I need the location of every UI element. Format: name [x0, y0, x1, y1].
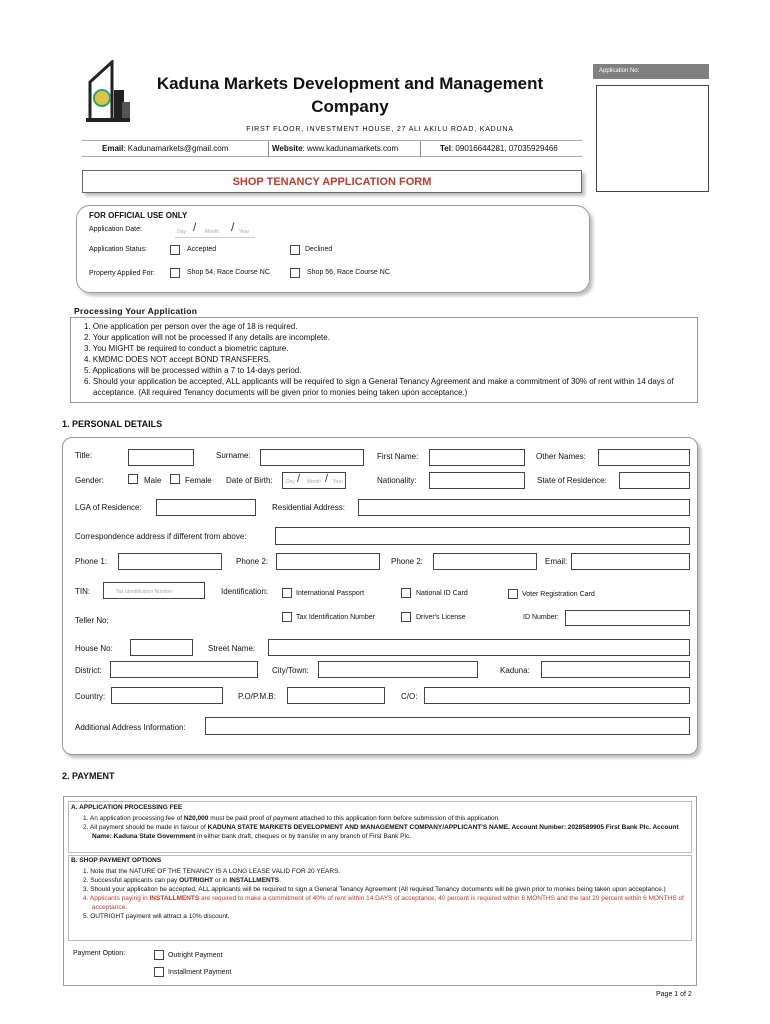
fee-heading: A. APPLICATION PROCESSING FEE [71, 804, 183, 811]
outright-label: Outright Payment [168, 952, 223, 959]
lga-label: LGA of Residence: [75, 503, 142, 512]
shop54-label: Shop 54, Race Course NC [187, 269, 270, 276]
drivers-license-label: Driver's License [416, 614, 466, 621]
other-names-input[interactable] [598, 449, 690, 466]
application-no-label: Application No: [599, 68, 640, 74]
tin-placeholder: Tax Identification Number [116, 589, 173, 595]
correspondence-label: Correspondence address if different from above: [75, 532, 247, 541]
teller-label: Teller No; [75, 616, 109, 625]
date-day[interactable]: Day [177, 229, 186, 235]
installment-label: Installment Payment [168, 969, 232, 976]
declined-label: Declined [305, 246, 333, 253]
drivers-license-checkbox[interactable] [401, 612, 411, 622]
id-number-label: ID Number: [523, 614, 559, 621]
payment-option-label: Payment Option: [73, 950, 126, 957]
tax-id-checkbox[interactable] [282, 612, 292, 622]
contact-bar [82, 140, 582, 157]
national-id-checkbox[interactable] [401, 588, 411, 598]
male-label: Male [144, 476, 162, 485]
official-use-panel: FOR OFFICIAL USE ONLY Application Date: Day / Month / Year Application Status: Accepted Declined Property Applied For: Shop 54, Race Course NC Shop 56, Race Course NC [76, 205, 590, 293]
email-contact: Email: Kadunamarkets@gmail.com [102, 144, 229, 153]
street-label: Street Name: [208, 644, 256, 653]
country-label: Country: [75, 692, 106, 701]
date-month[interactable]: Month [205, 229, 219, 235]
shop-options-list [83, 867, 687, 921]
first-name-input[interactable] [429, 449, 525, 466]
phone2-label: Phone 2: [236, 557, 269, 566]
voter-reg-label: Voter Registration Card [522, 591, 595, 598]
other-names-label: Other Names: [536, 452, 586, 461]
intl-passport-label: International Passport [296, 590, 365, 597]
company-name: Kaduna Markets Development and Management Company [156, 74, 544, 116]
application-date-label: Application Date: [89, 226, 142, 233]
intl-passport-checkbox[interactable] [282, 588, 292, 598]
house-no-input[interactable] [130, 639, 193, 656]
nationality-label: Nationality: [377, 476, 417, 485]
pomb-label: P.O/P.M.B: [238, 692, 276, 701]
fee-item-1: 1. An application processing fee of N20,000 must be paid proof of payment attached to this application form before submission of this application. [83, 815, 500, 822]
voter-reg-checkbox[interactable] [508, 589, 518, 599]
district-input[interactable] [110, 661, 258, 678]
title-label: Title: [75, 451, 93, 460]
status-label: Application Status: [89, 246, 147, 253]
state-label: State of Residence: [537, 476, 607, 485]
website-contact: Website: www.kadunamarkets.com [272, 144, 399, 153]
option-item-3: 3. Should your application be accepted, ALL applicants will be required to sign a General Tenancy Agreement (All required Tenancy documents will be given prior to monies being taken upon acceptance.) [83, 886, 666, 893]
national-id-label: National ID Card [416, 590, 468, 597]
residential-label: Residential Address: [272, 503, 345, 512]
official-heading: FOR OFFICIAL USE ONLY [89, 211, 188, 220]
option-item-4: 4. Applicants paying in INSTALLMENTS are required to make a commitment of 40% of rent within 14 DAYS of acceptance, 40 percent is required within 6 MONTHS and the last 20 percent within 6 MONTHS of acceptance. [83, 895, 684, 911]
surname-label: Surname: [216, 451, 251, 460]
dob-day: Day [286, 479, 295, 485]
payment-heading: 2. PAYMENT [62, 771, 115, 781]
page-number: Page 1 of 2 [656, 991, 692, 998]
additional-input[interactable] [205, 717, 690, 735]
dob-input[interactable]: Day / Month / Year [282, 472, 346, 489]
co-input[interactable] [424, 687, 690, 704]
phone1-label: Phone 1: [75, 557, 108, 566]
personal-heading: 1. PERSONAL DETAILS [62, 419, 163, 429]
date-year[interactable]: Year [239, 229, 250, 235]
district-label: District: [75, 666, 102, 675]
dob-label: Date of Birth: [226, 476, 273, 485]
shop-options-heading: B. SHOP PAYMENT OPTIONS [71, 857, 162, 864]
declined-checkbox[interactable] [290, 245, 300, 255]
identification-label: Identification: [221, 587, 269, 596]
phone1-input[interactable] [118, 553, 222, 570]
title-input[interactable] [128, 449, 194, 466]
female-label: Female [185, 476, 212, 485]
residential-input[interactable] [358, 499, 690, 516]
accepted-label: Accepted [187, 246, 217, 253]
dob-year: Year [333, 479, 344, 485]
property-label: Property Applied For: [89, 270, 155, 277]
kaduna-input[interactable] [541, 661, 690, 678]
company-address: FIRST FLOOR, INVESTMENT HOUSE, 27 ALI AKILU ROAD, KADUNA [246, 126, 514, 133]
shop56-checkbox[interactable] [290, 268, 300, 278]
outright-checkbox[interactable] [154, 950, 164, 960]
installment-checkbox[interactable] [154, 967, 164, 977]
pomb-input[interactable] [287, 687, 385, 704]
company-logo [82, 60, 132, 124]
male-checkbox[interactable] [128, 474, 138, 484]
nationality-input[interactable] [429, 472, 525, 489]
house-no-label: House No: [75, 644, 113, 653]
tin-input[interactable] [103, 582, 205, 599]
lga-input[interactable] [156, 499, 256, 516]
email-label: Email: [545, 557, 568, 566]
option-item-1: 1. Note that the NATURE OF THE TENANCY IS A LONG LEASE VALID FOR 20 YEARS. [83, 868, 341, 875]
processing-list: 1. One application per person over the age of 18 is required. 2. Your application will not be processed if any details are incomplete. 3. You MIGHT be required to conduct a biometric capture. 4. KMDMC DOES NOT accept BOND TRANSFERS. 5. Applications will be processed within a 7 to 14-days period. 6. Should your application be accepted, ALL applicants will be required to sign a General Tenancy Agreement and make a commitment of 30% of rent within 14 days of acceptance. (All required Tenancy documents will be given prior to monies being taken upon acceptance.) [84, 322, 674, 397]
email-input[interactable] [571, 553, 690, 570]
co-label: C/O: [401, 692, 418, 701]
dob-month: Month [307, 479, 321, 485]
application-no-bar [593, 64, 709, 79]
tel-contact: Tel: 09016644281, 07035929466 [440, 144, 558, 153]
first-name-label: First Name: [377, 452, 419, 461]
fee-list [83, 814, 687, 841]
id-number-input[interactable] [565, 610, 690, 626]
photo-box[interactable] [596, 85, 709, 192]
tin-label: TIN: [75, 587, 91, 596]
gender-label: Gender: [75, 476, 104, 485]
female-checkbox[interactable] [170, 474, 180, 484]
city-input[interactable] [318, 661, 478, 678]
form-title-box [82, 170, 582, 193]
correspondence-input[interactable] [275, 527, 690, 545]
surname-input[interactable] [260, 449, 364, 466]
form-title: SHOP TENANCY APPLICATION FORM [232, 176, 432, 188]
phone3-input[interactable] [433, 553, 537, 570]
processing-heading: Processing Your Application [74, 306, 198, 316]
kaduna-label: Kaduna: [500, 666, 530, 675]
option-item-2: 2. Successful applicants can pay OUTRIGHT or in INSTALLMENTS. [83, 877, 281, 884]
shop54-checkbox[interactable] [170, 268, 180, 278]
accepted-checkbox[interactable] [170, 245, 180, 255]
country-input[interactable] [111, 687, 223, 704]
state-input[interactable] [619, 472, 690, 489]
fee-item-2: 2. All payment should be made in favour of KADUNA STATE MARKETS DEVELOPMENT AND MANAGEMENT COMPANY/APPLICANT'S NAME. Account Number: 2028589905 First Bank Plc. Account Name: Kaduna State Government in either bank draft, cheques or by transfer in any branch of First Bank Plc. [83, 824, 679, 840]
shop56-label: Shop 56, Race Course NC [307, 269, 390, 276]
phone3-label: Phone 2: [391, 557, 424, 566]
phone2-input[interactable] [276, 553, 380, 570]
tax-id-label: Tax Identification Number [296, 614, 375, 621]
city-label: City/Town: [272, 666, 309, 675]
street-input[interactable] [268, 639, 690, 656]
option-item-5: 5. OUTRIGHT payment will attract a 10% discount. [83, 913, 230, 920]
additional-label: Additional Address Information: [75, 723, 186, 732]
